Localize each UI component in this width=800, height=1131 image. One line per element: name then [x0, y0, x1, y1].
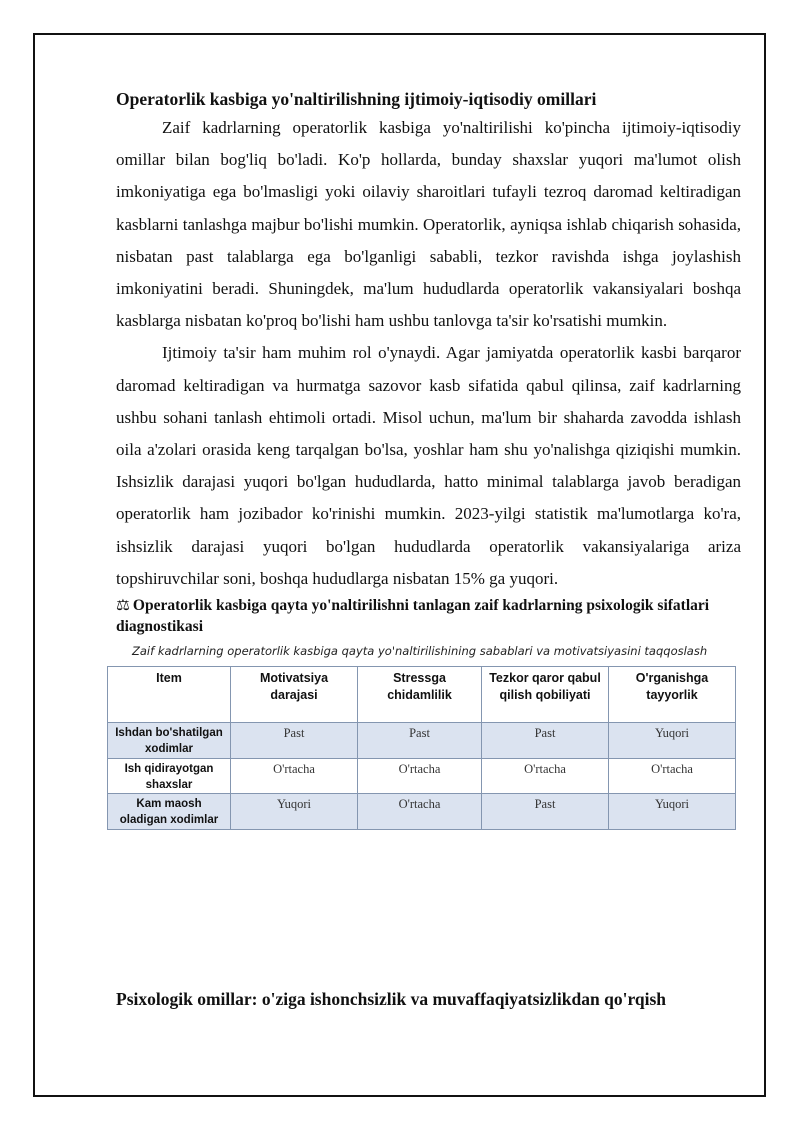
header-learning: O'rganishga tayyorlik: [609, 667, 736, 723]
table-row: [108, 794, 736, 830]
row-label: Kam maosh oladigan xodimlar: [108, 794, 231, 830]
table-row: [108, 723, 736, 759]
paragraph-social-influence: Ijtimoiy ta'sir ham muhim rol o'ynaydi. Agar jamiyatda operatorlik kasbi barqaror daromad keltiradigan va hurmatga sazovor kasb sifatida qabul qilinsa, zaif kadrlarning ushbu sohani tanlash ehtimoli ortadi. Misol uchun, ma'lum bir shaharda zavodda ishlash oila a'zolari orasida keng tarqalgan bo'lsa, yoshlar ham shu yo'nalishga qiziqishi mumkin. Ishsizlik darajasi yuqori bo'lgan hududlarda, hatto minimal talablarga javob beradigan operatorlik ham jozibador ko'rinishi mumkin. 2023-yilgi statistik ma'lumotlarga ko'ra, ishsizlik darajasi yuqori bo'lgan hududlarda operatorlik vakansiyalariga ariza topshiruvchilar soni, boshqa hududlarga nisbatan 15% ga yuqori.: [116, 343, 741, 588]
diagnostics-table: [107, 666, 736, 830]
header-decision: Tezkor qaror qabul qilish qobiliyati: [482, 667, 609, 723]
header-item: Item: [108, 667, 231, 723]
row-label: Ish qidirayotgan shaxslar: [108, 759, 231, 794]
table-cell: Past: [358, 723, 482, 759]
table-caption: Zaif kadrlarning operatorlik kasbiga qayta yo'naltirilishining sabablari va motivatsiyasini taqqoslash: [132, 644, 708, 659]
header-motivation: Motivatsiya darajasi: [231, 667, 358, 723]
table-cell: O'rtacha: [482, 759, 609, 794]
table-cell: O'rtacha: [609, 759, 736, 794]
table-cell: Yuqori: [231, 794, 358, 830]
table-cell: Past: [231, 723, 358, 759]
table-cell: Past: [482, 723, 609, 759]
table-cell: O'rtacha: [358, 759, 482, 794]
diagnostics-title-text: Operatorlik kasbiga qayta yo'naltirilishni tanlagan zaif kadrlarning psixologik sifatlari diagnostikasi: [116, 597, 710, 636]
paragraph-socioeconomic: Zaif kadrlarning operatorlik kasbiga yo'naltirilishi ko'pincha ijtimoiy-iqtisodiy omillar bilan bog'liq bo'ladi. Ko'p hollarda, bunday shaxslar yuqori ma'lumot olish imkoniyatiga ega bo'lmasligi yoki oilaviy sharoitlari tufayli tezroq daromad keltiradigan kasblarni tanlashga majbur bo'lishi mumkin. Operatorlik, ayniqsa ishlab chiqarish sohasida, nisbatan past talablarga ega bo'lganligi sababli, tezkor ravishda ishga joylashish imkoniyatini beradi. Shuningdek, ma'lum hududlarda operatorlik vakansiyalari boshqa kasblarga nisbatan ko'proq bo'lishi ham ushbu tanlovga ta'sir ko'rsatishi mumkin.: [116, 118, 741, 331]
table-cell: O'rtacha: [358, 794, 482, 830]
table-header-row: [108, 667, 736, 723]
table-cell: Past: [482, 794, 609, 830]
table-row: [108, 759, 736, 794]
table-cell: Yuqori: [609, 723, 736, 759]
document-body: [115, 86, 741, 1009]
diagnostics-title: [116, 595, 741, 637]
row-label: Ishdan bo'shatilgan xodimlar: [108, 723, 231, 759]
table-cell: Yuqori: [609, 794, 736, 830]
table-cell: O'rtacha: [231, 759, 358, 794]
section-heading-psychological: Psixologik omillar: o'ziga ishonchsizlik va muvaffaqiyatsizlikdan qo'rqish: [116, 989, 667, 1009]
section-heading: Operatorlik kasbiga yo'naltirilishning ijtimoiy-iqtisodiy omillari: [116, 89, 597, 109]
balance-scale-icon: ⚖: [116, 597, 130, 615]
header-stress: Stressga chidamlilik: [358, 667, 482, 723]
